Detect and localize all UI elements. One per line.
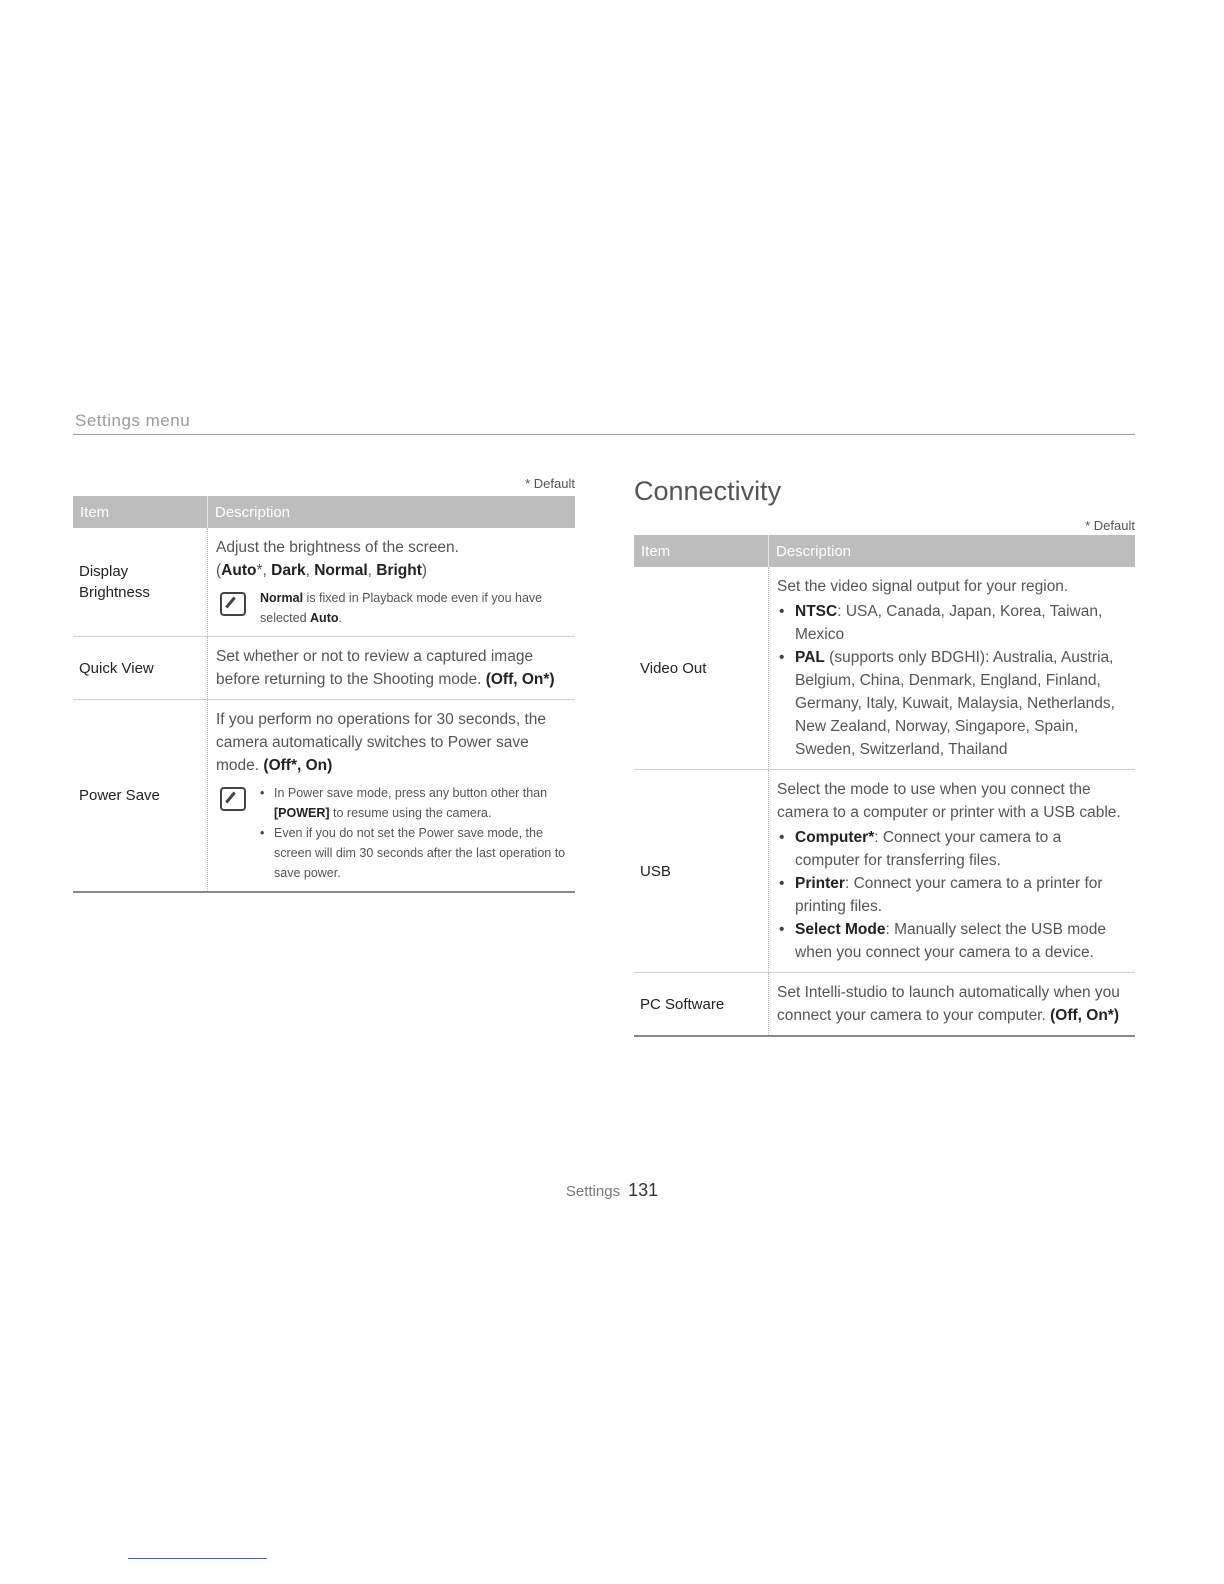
description-text: Set Intelli-studio to launch automatically when you connect your camera to your computer.	[777, 984, 1120, 1024]
options-text: (Off*, On)	[263, 757, 333, 774]
note-strong: Auto	[310, 611, 339, 625]
section-header: Settings menu	[75, 411, 191, 430]
options-text: (Off, On*)	[1050, 1007, 1119, 1024]
note-end: .	[338, 611, 342, 625]
note-body: In Power save mode, press any button other than	[274, 786, 548, 800]
column-header-description: Description	[769, 535, 1136, 567]
column-header-item: Item	[73, 496, 208, 528]
note-list	[260, 783, 569, 883]
options-text	[216, 559, 569, 582]
table-row	[73, 700, 575, 893]
desc-quick-view	[208, 637, 576, 700]
option-label: Select Mode	[795, 921, 886, 938]
desc-video-out	[769, 567, 1136, 770]
option-auto: Auto	[221, 562, 257, 579]
description-text: Select the mode to use when you connect the camera to a computer or printer with a USB cable.	[777, 781, 1121, 821]
note-strong: [POWER]	[274, 806, 330, 820]
note-body: is fixed in Playback mode even if you have selected	[260, 591, 543, 625]
list-item	[777, 600, 1129, 646]
table-header-row	[73, 496, 575, 528]
option-label: Printer	[795, 875, 845, 892]
option-text: : Connect your camera to a printer for printing files.	[795, 875, 1103, 915]
desc-usb	[769, 770, 1136, 973]
options-text: (Off, On*)	[485, 671, 555, 688]
paren-open: (	[216, 562, 222, 579]
default-mark: *	[256, 562, 263, 579]
separator: ,	[262, 562, 272, 579]
note-box	[216, 783, 569, 883]
page-number: 131	[628, 1180, 659, 1200]
note-pencil-icon	[220, 592, 246, 616]
option-text: : USA, Canada, Japan, Korea, Taiwan, Mexico	[795, 603, 1103, 643]
option-text: : Manually select the USB mode when you connect your camera to a device.	[795, 921, 1107, 961]
description-text: Set whether or not to review a captured image before returning to the Shooting mode.	[216, 648, 534, 688]
option-list	[777, 600, 1129, 761]
table-row	[634, 770, 1135, 973]
desc-pc-software	[769, 973, 1136, 1037]
column-header-description: Description	[208, 496, 576, 528]
description-text: Adjust the brightness of the screen.	[216, 539, 459, 556]
default-note: * Default	[525, 476, 575, 491]
table-row	[73, 637, 575, 700]
item-display-brightness	[73, 528, 208, 637]
table-row	[634, 567, 1135, 770]
note-pencil-icon	[220, 787, 246, 811]
item-quick-view: Quick View	[73, 637, 208, 700]
note-text	[260, 588, 569, 628]
option-label: Computer*	[795, 829, 875, 846]
column-header-item: Item	[634, 535, 769, 567]
item-usb: USB	[634, 770, 769, 973]
item-video-out: Video Out	[634, 567, 769, 770]
item-pc-software: PC Software	[634, 973, 769, 1037]
header-divider	[73, 434, 1135, 435]
note-strong: Normal	[260, 591, 304, 605]
option-normal: Normal	[314, 562, 368, 579]
list-item	[777, 918, 1129, 964]
list-item	[777, 872, 1129, 918]
page-title: Connectivity	[634, 476, 782, 506]
note-body: to resume using the camera.	[329, 806, 492, 820]
default-note: * Default	[1085, 518, 1135, 533]
separator: ,	[367, 562, 377, 579]
footer-label: Settings	[565, 1183, 621, 1200]
item-label: Display Brightness	[79, 563, 150, 601]
description-text: If you perform no operations for 30 seconds, the camera automatically switches to Power save mode.	[216, 711, 546, 774]
page-footer	[0, 1180, 1224, 1201]
desc-power-save	[208, 700, 576, 893]
left-table-block	[73, 476, 575, 893]
table-row	[634, 973, 1135, 1037]
connectivity-table	[634, 535, 1135, 1037]
description-text: Set the video signal output for your region.	[777, 578, 1069, 595]
note-box	[216, 588, 569, 628]
option-list	[777, 826, 1129, 964]
option-text: (supports only BDGHI): Australia, Austria, Belgium, China, Denmark, England, Finland, Germany, Italy, Kuwait, Malaysia, Netherlands, New Zealand, Norway, Singapore, Spain, Sweden, Switzerland, Thailand	[795, 649, 1115, 758]
list-item	[777, 646, 1129, 761]
option-bright: Bright	[376, 562, 422, 579]
desc-display-brightness	[208, 528, 576, 637]
separator: ,	[305, 562, 315, 579]
bottom-link-line	[128, 1558, 267, 1559]
table-row	[73, 528, 575, 637]
option-text: : Connect your camera to a computer for transferring files.	[795, 829, 1062, 869]
list-item: • Even if you do not set the Power save mode, the screen will dim 30 seconds after the last operation to save power.	[260, 823, 569, 883]
list-item	[777, 826, 1129, 872]
paren-close: )	[421, 562, 428, 579]
option-label: NTSC	[795, 603, 838, 620]
table-header-row	[634, 535, 1135, 567]
right-table-block	[634, 518, 1135, 1037]
option-dark: Dark	[271, 562, 306, 579]
option-label: PAL	[795, 649, 825, 666]
item-power-save: Power Save	[73, 700, 208, 893]
list-item	[260, 783, 569, 823]
settings-table	[73, 496, 575, 893]
